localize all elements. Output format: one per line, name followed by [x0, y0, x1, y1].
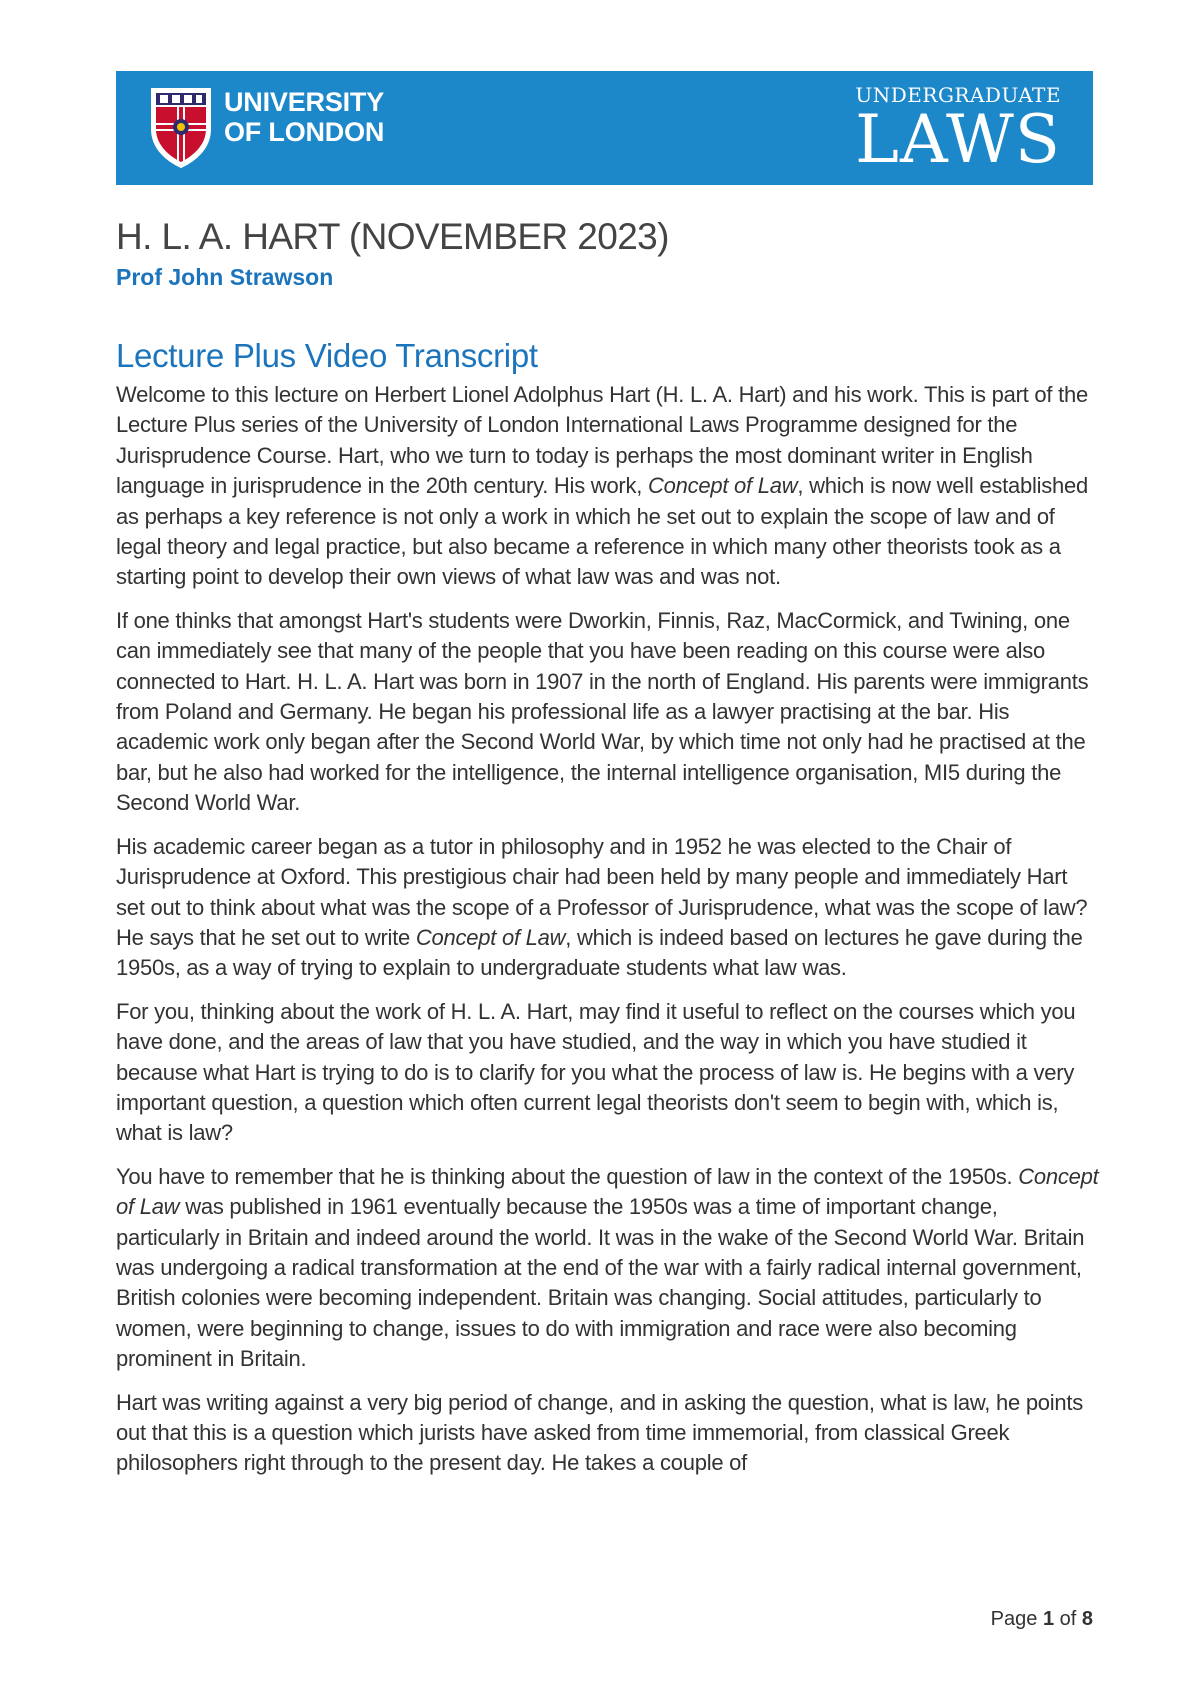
transcript-paragraph: [116, 606, 1101, 819]
paragraph-text: was published in 1961 eventually because the 1950s was a time of important change, particularly in Britain and indeed around the world. It was in the wake of the Second World War. Britain was undergoing a radical transformation at the end of the war with a fairly radical internal government, British colonies were becoming independent. Britain was changing. Social attitudes, particularly to women, were beginning to change, issues to do with immigration and race were also becoming prominent in Britain.: [116, 1194, 1085, 1372]
university-name: [224, 87, 384, 147]
university-name-line1: UNIVERSITY: [224, 87, 385, 117]
university-crest-icon: [148, 85, 214, 169]
paragraph-text: Welcome to this lecture on Herbert Lionel Adolphus Hart (H. L. A. Hart) and his work. This is part of the Lecture Plus series of the University of London International Laws Programme designed for the Jurisprudence Course. Hart, who we turn to today is perhaps the most dominant writer in English language in jurisprudence in the 20th century. His work,: [116, 382, 1088, 499]
paragraph-text: You have to remember that he is thinking about the question of law in the context of the 1950s.: [116, 1163, 1019, 1189]
university-name-line2: OF LONDON: [224, 117, 385, 147]
transcript-paragraph: [116, 1162, 1101, 1375]
total-pages: 8: [1081, 1608, 1093, 1630]
book-title-italic: Concept of Law: [116, 1163, 1099, 1220]
current-page: 1: [1042, 1608, 1055, 1630]
of-word: of: [1059, 1608, 1077, 1630]
programme-label-small: UNDERGRADUATE: [855, 83, 1061, 107]
transcript-body: [116, 380, 1101, 1492]
page-title: H. L. A. HART (NOVEMBER 2023): [116, 216, 669, 257]
paragraph-text: His academic career began as a tutor in philosophy and in 1952 he was elected to the Chair of Jurisprudence at Oxford. This prestigious chair had been held by many people and immediately Hart set out to think about what was the scope of a Professor of Jurisprudence, what was the scope of law? He says that he set out to write: [116, 833, 1088, 950]
header-banner: [116, 71, 1093, 185]
paragraph-text: For you, thinking about the work of H. L. A. Hart, may find it useful to reflect on the courses which you have done, and the areas of law that you have studied, and the way in which you have studied it because what Hart is trying to do is to clarify for you what the process of law is. He begins with a very important question, a question which often current legal theorists don't seem to begin with, which is, what is law?: [116, 998, 1076, 1146]
programme-label-large: LAWS: [855, 101, 1061, 178]
transcript-paragraph: [116, 997, 1101, 1149]
book-title-italic: Concept of Law: [647, 473, 798, 499]
author-name: Prof John Strawson: [116, 264, 334, 290]
book-title-italic: Concept of Law: [415, 924, 566, 950]
paragraph-text: If one thinks that amongst Hart's students were Dworkin, Finnis, Raz, MacCormick, and Twining, one can immediately see that many of the people that you have been reading on this course were also connected to Hart. H. L. A. Hart was born in 1907 in the north of England. His parents were immigrants from Poland and Germany. He began his professional life as a lawyer practising at the bar. His academic work only began after the Second World War, by which time not only had he practised at the bar, but he also had worked for the intelligence, the internal intelligence organisation, MI5 during the Second World War.: [116, 607, 1089, 816]
page-number: [991, 1608, 1093, 1631]
transcript-paragraph: [116, 832, 1101, 984]
paragraph-text: Hart was writing against a very big period of change, and in asking the question, what is law, he points out that this is a question which jurists have asked from time immemorial, from classical Greek philosophers right through to the present day. He takes a couple of: [116, 1389, 1084, 1476]
paragraph-text: , which is now well established as perhaps a key reference is not only a work in which he set out to explain the scope of law and of legal theory and legal practice, but also became a reference in which many other theorists took as a starting point to develop their own views of what law was and was not.: [116, 473, 1088, 590]
page-word: Page: [990, 1608, 1038, 1630]
transcript-paragraph: [116, 1388, 1101, 1479]
paragraph-text: , which is indeed based on lectures he gave during the 1950s, as a way of trying to explain to undergraduate students what law was.: [116, 924, 1083, 981]
section-heading: Lecture Plus Video Transcript: [116, 337, 538, 374]
transcript-paragraph: [116, 380, 1101, 593]
